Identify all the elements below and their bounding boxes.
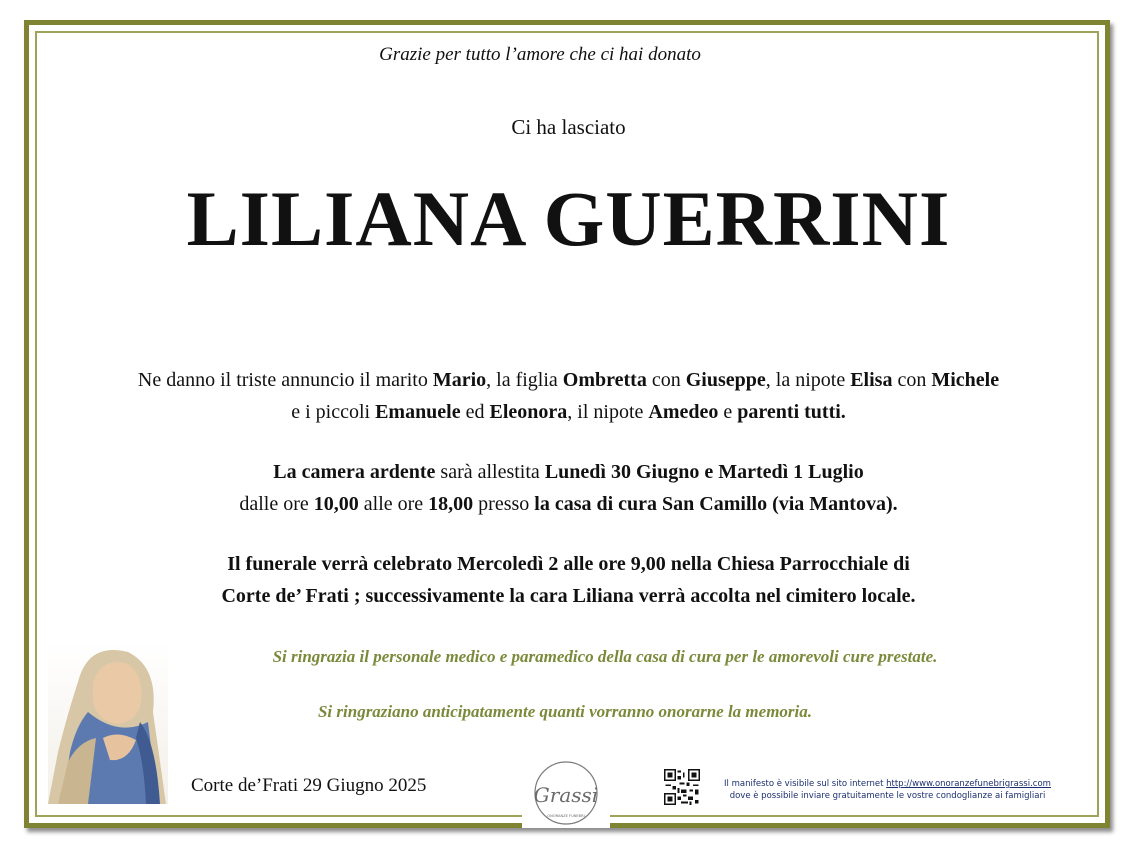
bold-segment: Michele	[931, 369, 1000, 391]
thanks-line-2: Si ringraziano anticipatamente quanti vorranno onorarne la memoria.	[317, 702, 813, 721]
qr-code-icon[interactable]	[664, 769, 700, 805]
wake-line-2	[0, 488, 1137, 520]
bold-segment: Elisa	[850, 369, 893, 391]
text-segment: , la figlia	[486, 369, 563, 391]
text-segment: con	[892, 369, 932, 391]
website-notice	[710, 778, 1065, 802]
website-prefix: Il manifesto è visibile sul sito internet	[724, 779, 887, 789]
grassi-logo	[522, 756, 610, 828]
funeral-paragraph	[0, 548, 1137, 612]
text-segment: e	[718, 401, 738, 423]
logo-name: Grassi	[533, 783, 599, 807]
bold-segment: Ombretta	[562, 369, 647, 391]
thanks-line-1: Si ringrazia il personale medico e paramedico della casa di cura per le amorevoli cure prestate.	[272, 647, 938, 666]
bold-segment: la casa di cura San Camillo (via Mantova).	[534, 493, 898, 515]
text-segment: , la nipote	[765, 369, 851, 391]
wake-line-1	[0, 456, 1137, 488]
text-segment: sarà allestita	[435, 461, 545, 483]
deceased-name: LILIANA GUERRINI	[186, 175, 951, 262]
bold-segment: Eleonora	[489, 401, 568, 423]
text-segment: ed	[460, 401, 490, 423]
bold-segment: Emanuele	[375, 401, 461, 423]
wake-paragraph	[0, 456, 1137, 520]
text-segment: Ne danno il triste annuncio il marito	[137, 369, 433, 391]
bold-segment: Amedeo	[648, 401, 719, 423]
intro-text: Ci ha lasciato	[511, 115, 626, 139]
announcement-paragraph	[0, 364, 1137, 428]
logo-subtitle: ONORANZE FUNEBRI	[547, 814, 585, 818]
bold-segment: parenti tutti.	[737, 401, 846, 423]
announcement-line-1	[0, 364, 1137, 396]
bold-segment: Lunedì 30 Giugno e Martedì 1 Luglio	[544, 461, 864, 483]
funeral-line-2: Corte de’ Frati ; successivamente la cara Liliana verrà accolta nel cimitero locale.	[221, 585, 916, 607]
text-segment: presso	[473, 493, 535, 515]
website-link[interactable]: http://www.onoranzefunebrigrassi.com	[886, 779, 1051, 789]
place-and-date: Corte de’Frati 29 Giugno 2025	[191, 775, 427, 796]
website-line-1	[710, 778, 1065, 790]
text-segment: alle ore	[358, 493, 429, 515]
website-line-2: dove è possibile inviare gratuitamente le vostre condoglianze ai famigliari	[729, 791, 1046, 801]
madonna-praying-image	[48, 642, 168, 804]
text-segment: dalle ore	[239, 493, 314, 515]
bold-segment: 10,00	[313, 493, 359, 515]
tagline: Grazie per tutto l’amore che ci hai donato	[379, 44, 701, 65]
bold-segment: La camera ardente	[273, 461, 436, 483]
bold-segment: Mario	[432, 369, 487, 391]
text-segment: con	[646, 369, 686, 391]
text-segment: e i piccoli	[291, 401, 376, 423]
announcement-line-2	[0, 396, 1137, 428]
funeral-line-1: Il funerale verrà celebrato Mercoledì 2 alle ore 9,00 nella Chiesa Parrocchiale di	[227, 553, 910, 575]
bold-segment: Giuseppe	[685, 369, 766, 391]
text-segment: , il nipote	[567, 401, 649, 423]
bold-segment: 18,00	[428, 493, 474, 515]
